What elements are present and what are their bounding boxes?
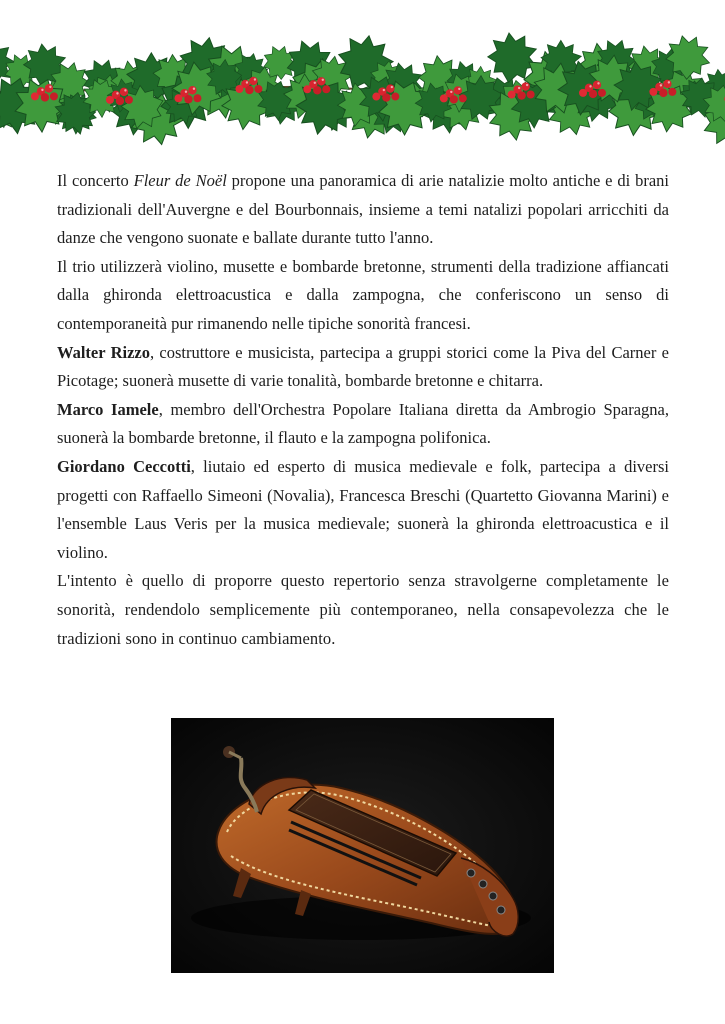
concert-title: Fleur de Noël bbox=[133, 171, 227, 190]
musician-giordano-ceccotti: Giordano Ceccotti, liutaio ed esperto di musica medievale e folk, partecipa a diversi progetti con Raffaello Simeoni (Novalia), Francesca Breschi (Quartetto Giovanna Marini) e l'ensemble Laus Veris per la musica medievale; suonerà la ghironda elettroacustica e il violino. bbox=[57, 456, 669, 562]
instruments-paragraph: Il trio utilizzerà violino, musette e bombarde bretonne, strumenti della tradizione affiancati dalla ghironda elettroacustica e dalla zampogna, che conferiscono un senso di contemporaneità pur rimanendo nelle tipiche sonorità francesi. bbox=[57, 256, 669, 333]
musician-name: Giordano Ceccotti bbox=[57, 456, 191, 476]
concert-description bbox=[57, 167, 669, 653]
musician-marco-iamele: Marco Iamele, membro dell'Orchestra Popolare Italiana diretta da Ambrogio Sparagna, suonerà la bombarde bretonne, il flauto e la zampogna polifonica. bbox=[57, 399, 669, 448]
musician-name: Marco Iamele bbox=[57, 399, 159, 419]
hurdy-gurdy-photo bbox=[171, 718, 554, 973]
musician-walter-rizzo: Walter Rizzo, costruttore e musicista, partecipa a gruppi storici come la Piva del Carner e Picotage; suonerà musette di varie tonalità, bombarde bretonne e chitarra. bbox=[57, 342, 669, 391]
closing-paragraph: L'intento è quello di proporre questo repertorio senza stravolgerne completamente le sonorità, rendendolo semplicemente più contemporaneo, nella consapevolezza che le tradizioni sono in continuo cambiamento. bbox=[57, 571, 669, 648]
intro-paragraph: Il concerto Fleur de Noël propone una panoramica di arie natalizie molto antiche e di brani tradizionali dell'Auvergne e del Bourbonnais, insieme a temi natalizi popolari arricchiti da danze che vengono suonate e ballate durante tutto l'anno. bbox=[57, 171, 669, 248]
holly-garland bbox=[0, 0, 725, 150]
musician-name: Walter Rizzo bbox=[57, 342, 150, 362]
